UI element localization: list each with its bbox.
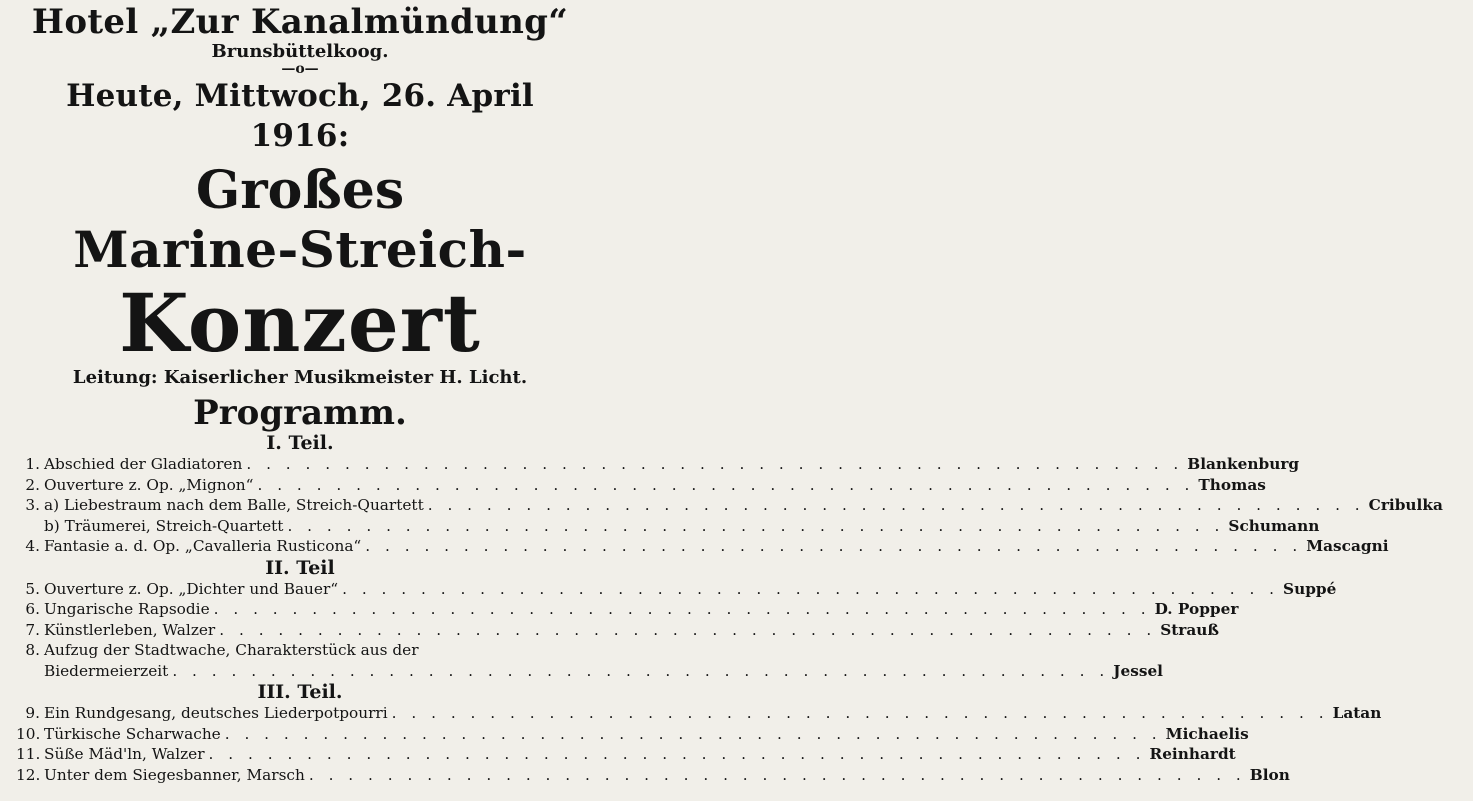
item-number: 12. bbox=[16, 765, 41, 784]
part-heading: III. Teil. bbox=[257, 681, 343, 703]
item-title: Aufzug der Stadtwache, Charakterstück aus der bbox=[44, 641, 419, 659]
program-item bbox=[16, 536, 1389, 557]
item-composer: Blankenburg bbox=[1187, 455, 1300, 473]
town-name: Brunsbüttelkoog. bbox=[211, 41, 389, 62]
program-item bbox=[16, 640, 584, 661]
program-item bbox=[16, 475, 1266, 496]
item-composer: Blon bbox=[1249, 765, 1290, 784]
program-item bbox=[16, 516, 1320, 537]
leader-dots bbox=[305, 765, 1250, 786]
item-number: 2. bbox=[25, 475, 40, 494]
item-composer: Strauß bbox=[1160, 620, 1220, 639]
leader-dots bbox=[424, 495, 1369, 516]
item-number: 3. bbox=[25, 496, 40, 514]
leader-dots bbox=[283, 516, 1228, 537]
item-title: Fantasie a. d. Op. „Cavalleria Rusticona“ bbox=[44, 537, 362, 555]
item-number: 11. bbox=[16, 745, 41, 763]
item-composer: Michaelis bbox=[1165, 724, 1249, 743]
item-composer: Thomas bbox=[1198, 475, 1266, 494]
title-line-1: Großes bbox=[195, 160, 405, 221]
item-number: 10. bbox=[16, 724, 41, 743]
leader-dots bbox=[168, 661, 1113, 682]
title-line-2: Marine-Streich- bbox=[73, 220, 527, 279]
program-list bbox=[16, 432, 1443, 785]
program-item bbox=[16, 495, 1443, 516]
item-number: 8. bbox=[25, 641, 40, 659]
item-number: 9. bbox=[25, 704, 40, 722]
item-composer: Cribulka bbox=[1368, 496, 1443, 514]
item-composer: Schumann bbox=[1228, 516, 1320, 535]
item-title: Abschied der Gladiatoren bbox=[44, 455, 243, 473]
event-date: Heute, Mittwoch, 26. April 1916: bbox=[66, 78, 534, 154]
item-title: Ein Rundgesang, deutsches Liederpotpourri bbox=[44, 704, 388, 722]
part-heading: II. Teil bbox=[265, 556, 335, 579]
program-item bbox=[16, 724, 1249, 745]
item-title: Süße Mäd'ln, Walzer bbox=[44, 745, 205, 763]
item-composer: Reinhardt bbox=[1149, 745, 1236, 763]
part-heading: I. Teil. bbox=[266, 432, 334, 454]
leader-dots bbox=[215, 620, 1160, 641]
item-composer: Latan bbox=[1332, 704, 1382, 722]
item-title: Biedermeierzeit bbox=[44, 661, 169, 680]
program-item bbox=[16, 454, 1300, 475]
item-number: 6. bbox=[25, 600, 40, 618]
conductor-line: Leitung: Kaiserlicher Musikmeister H. Licht. bbox=[72, 367, 528, 388]
item-title: Ouverture z. Op. „Dichter und Bauer“ bbox=[44, 579, 339, 598]
item-title: b) Träumerei, Streich-Quartett bbox=[44, 516, 284, 535]
item-number: 4. bbox=[25, 537, 40, 555]
item-composer: Suppé bbox=[1283, 579, 1337, 598]
program-item bbox=[16, 661, 1163, 682]
item-title: a) Liebestraum nach dem Balle, Streich-Quartett bbox=[44, 496, 424, 514]
program-item bbox=[16, 765, 1290, 786]
title-line-3: Konzert bbox=[119, 276, 481, 370]
item-number: 7. bbox=[25, 620, 40, 639]
item-composer: D. Popper bbox=[1154, 600, 1239, 618]
divider-ornament: —o— bbox=[281, 61, 319, 77]
item-composer: Jessel bbox=[1113, 661, 1163, 680]
program-item bbox=[16, 744, 1236, 765]
item-number: 5. bbox=[25, 579, 40, 598]
item-composer: Mascagni bbox=[1306, 537, 1389, 555]
leader-dots bbox=[361, 536, 1306, 557]
program-item bbox=[16, 599, 1239, 620]
hotel-name: Hotel „Zur Kanalmündung“ bbox=[31, 2, 569, 42]
item-title: Ouverture z. Op. „Mignon“ bbox=[44, 475, 254, 494]
item-title: Unter dem Siegesbanner, Marsch bbox=[44, 765, 305, 784]
program-item bbox=[16, 579, 1337, 600]
leader-dots bbox=[338, 579, 1283, 600]
leader-dots bbox=[253, 475, 1198, 496]
program-item bbox=[16, 620, 1220, 641]
leader-dots bbox=[388, 703, 1333, 724]
leader-dots bbox=[210, 599, 1155, 620]
program-item bbox=[16, 703, 1382, 724]
item-title: Künstlerleben, Walzer bbox=[44, 620, 216, 639]
item-title: Türkische Scharwache bbox=[44, 724, 221, 743]
leader-dots bbox=[205, 744, 1150, 765]
program-heading: Programm. bbox=[193, 393, 407, 433]
leader-dots bbox=[221, 724, 1166, 745]
leader-dots bbox=[242, 454, 1187, 475]
item-title: Ungarische Rapsodie bbox=[44, 600, 210, 618]
item-number: 1. bbox=[25, 455, 40, 473]
